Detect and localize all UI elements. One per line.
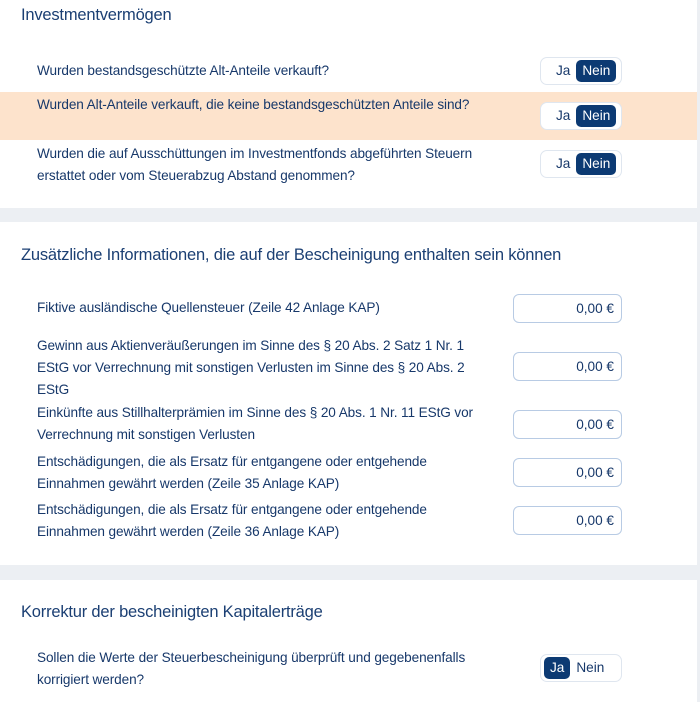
no-option[interactable]: Nein	[576, 105, 616, 127]
yes-no-toggle[interactable]	[540, 57, 622, 85]
korrektur-section	[0, 580, 697, 702]
amount-input[interactable]: 0,00 €	[513, 458, 622, 487]
yes-no-toggle[interactable]	[540, 150, 622, 178]
question-label: Wurden bestandsgeschützte Alt-Anteile verkauft?	[37, 63, 330, 78]
amount-input[interactable]: 0,00 €	[513, 294, 622, 323]
investmentvermoegen-section	[0, 0, 697, 208]
yes-option[interactable]: Ja	[556, 63, 571, 78]
field-label: Entschädigungen, die als Ersatz für entgangene oder entgehende Einnahmen gewährt werden (Zeile 35 Anlage KAP)	[37, 454, 427, 491]
yes-no-toggle[interactable]	[540, 102, 622, 130]
amount-input[interactable]: 0,00 €	[513, 352, 622, 381]
question-label: Wurden Alt-Anteile verkauft, die keine bestandsgeschützten Anteile sind?	[37, 97, 470, 112]
field-label: Gewinn aus Aktienveräußerungen im Sinne des § 20 Abs. 2 Satz 1 Nr. 1 EStG vor Verrechnung mit sonstigen Verlusten im Sinne des § 20 Abs. 2 EStG	[37, 338, 465, 397]
section-title: Investmentvermögen	[21, 6, 172, 24]
field-label: Fiktive ausländische Quellensteuer (Zeile 42 Anlage KAP)	[37, 300, 380, 315]
yes-option[interactable]: Ja	[556, 156, 571, 171]
question-row-highlighted	[0, 92, 697, 140]
section-title: Zusätzliche Informationen, die auf der Bescheinigung enthalten sein können	[21, 246, 562, 264]
yes-option[interactable]: Ja	[544, 657, 570, 679]
section-title: Korrektur der bescheinigten Kapitalerträge	[21, 603, 323, 621]
amount-input[interactable]: 0,00 €	[513, 506, 622, 535]
yes-option[interactable]: Ja	[556, 108, 571, 123]
no-option[interactable]: Nein	[576, 660, 605, 675]
no-option[interactable]: Nein	[576, 153, 616, 175]
question-row	[0, 142, 697, 188]
field-label: Einkünfte aus Stillhalterprämien im Sinne des § 20 Abs. 1 Nr. 11 EStG vor Verrechnung mit sonstigen Verlusten	[37, 405, 473, 442]
question-label: Sollen die Werte der Steuerbescheinigung überprüft und gegebenenfalls korrigiert werden?	[37, 650, 466, 687]
amount-input[interactable]: 0,00 €	[513, 410, 622, 439]
zusaetzliche-informationen-section	[0, 222, 697, 565]
question-label: Wurden die auf Ausschüttungen im Investmentfonds abgeführten Steuern erstattet oder vom Steuerabzug Abstand genommen?	[37, 146, 473, 183]
yes-no-toggle[interactable]	[540, 654, 622, 682]
field-label: Entschädigungen, die als Ersatz für entgangene oder entgehende Einnahmen gewährt werden (Zeile 36 Anlage KAP)	[37, 502, 427, 539]
question-row	[0, 56, 697, 86]
no-option[interactable]: Nein	[576, 60, 616, 82]
